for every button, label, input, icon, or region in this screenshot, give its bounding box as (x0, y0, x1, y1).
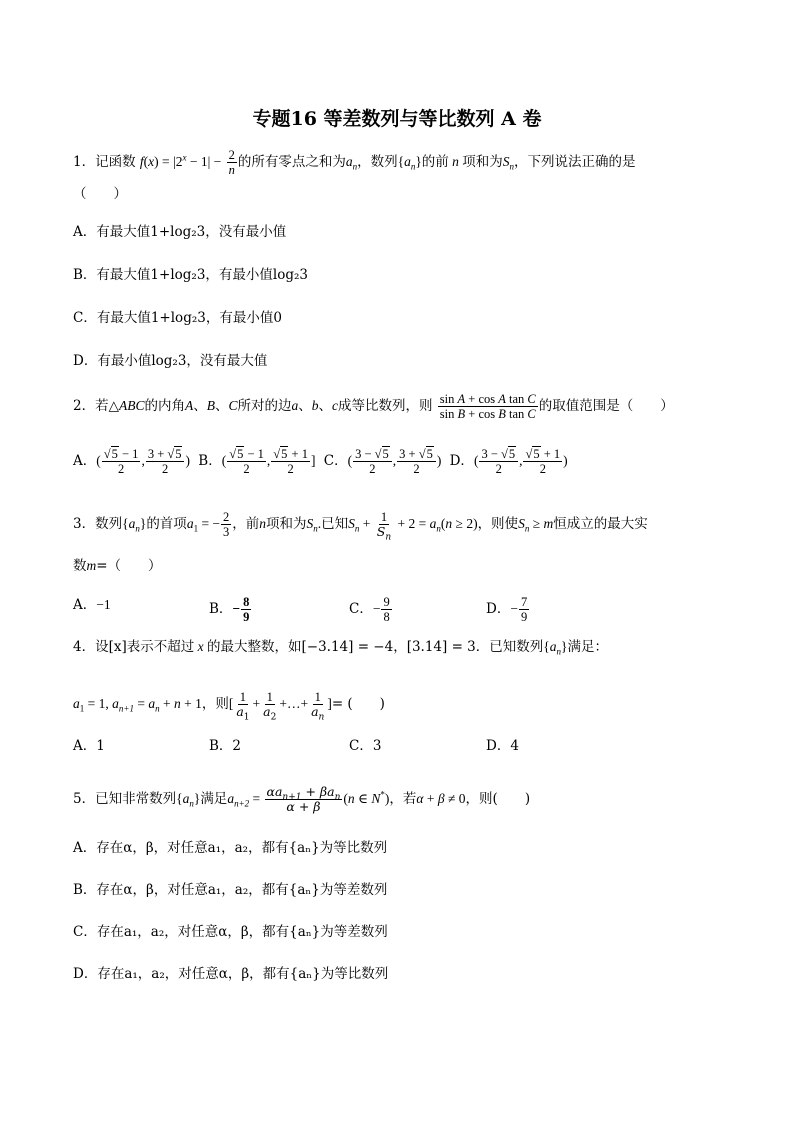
question-3-stem: 3．数列$\{a_n\}$的首项$a_1$ = − $\frac{2}{3}$ ，前n项和为$S_n$.已知$S_n$ + $\frac{1}{S_n}$ + $2 = a_n(n \ge 2)$，则使$S_n \ge m$恒成立的最大实 (73, 510, 648, 543)
document-title: 专题16 等差数列与等比数列 A 卷 (252, 108, 542, 130)
question-2-stem: 2．若△ABC的内角A、B、C所对的边a、b、c成等比数列，则 $\frac{\text{sin A + cos A tan C}}{\text{sin B + cos B tan C}}$ 的取值范围是（ ） (73, 392, 674, 421)
question-4-stem: 4．设[x]表示不超过 x 的最大整数，如[−3.14] = −4，[3.14] = 3．已知数列$\{a_n\}$满足： (73, 639, 608, 657)
question-3-stem-cont: 数m=（ ） (73, 558, 162, 574)
question-4-formula: $a_1 = 1$, $a_{n+1} = a_n + n + 1$，则[ $\frac{1}{a_1}$ + $\frac{1}{a_2}$ +…+ $\frac{1}{a_n}$ ]= ( ) (73, 690, 385, 723)
fraction: $\frac{2}{n}$ (228, 148, 235, 177)
question-5-option-a: A．存在α，β，对任意a₁，a₂，都有{aₙ}为等比数列 (73, 840, 388, 856)
question-5-option-c: C．存在a₁，a₂，对任意α，β，都有{aₙ}为等差数列 (73, 924, 388, 940)
question-1-bracket: （ ） (73, 186, 127, 202)
question-1-option-d: D．有最小值log₂3，没有最大值 (73, 353, 268, 369)
question-1-option-b: B．有最大值1+log₂3，有最小值log₂3 (73, 267, 308, 283)
question-5-option-b: B．存在α，β，对任意a₁，a₂，都有{aₙ}为等差数列 (73, 882, 388, 898)
question-1-stem: 1．记函数 $f(x) = |2^x - 1|$ − $\frac{2}{n}$ 的所有零点之和为$a_n$，数列$\{a_n\}$的前 n 项和为$S_n$，下列说法正确的是 (73, 148, 636, 177)
document-page: 专题16 等差数列与等比数列 A 卷 1．记函数 $f(x) = |2^x - 1|$ − $\frac{2}{n}$ 的所有零点之和为$a_n$，数列$\{a_n\}$的前 n 项和为$S_n$，下列说法正确的是 （ ） A．有最大值1+log₂3，没有最小值 B．有最大值1+log₂3，有最小值log₂3 C．有最大值1+log₂3，有最小值0 D．有最小值log₂3，没有最大值 2．若△ABC的内角A、B、C所对的边a、b、c成等比数列，则 $\frac{\text{sin A + cos A tan C}}{\text{sin B + cos B tan C}}$ 的取值范围是（ ） A．( $\frac{√5 - 1}{2}$ , $\frac{3 + √5}{2}$ ) B．( $\frac{√5 - 1}{2}$ , $\frac{√5 + 1}{2}$ ] C．( $\frac{3 - √5}{2}$ , $\frac{3 + √5}{2}$ ) D．( $\frac{3 - √5}{2}$ , $\frac{√5 + 1}{2}$ ) 3．数列$\{a_n\}$的首项$a_1$ = − $\frac{2}{3}$ ，前n项和为$S_n$.已知$S_n$ + $\frac{1}{S_n}$ + $2 = a_n(n \ge 2)$，则使$S_n \ge m$恒成立的最大实 数m=（ ） A．−1 B．− $\frac{8}{9}$ C．− $\frac{9}{8}$ D．− $\frac{7}{9}$ 4．设[x]表示不超过 x 的最大整数，如[−3.14] = −4，[3.14] = 3．已知数列$\{a_n\}$满足： $a_1 = 1$, $a_{n+1} = a_n + n + 1$，则[ $\frac{1}{a_1}$ + $\frac{1}{a_2}$ +…+ $\frac{1}{a_n}$ ]= ( ) A．1 B．2 C．3 D．4 5．已知非常数列$\{a_n\}$满足$a_{n+2}$ = $\frac{\alpha a_{n+1} + \beta a_n}{\alpha + \beta}$ (n ∈ N*)，若α + β ≠ 0，则( ) A．存在α，β，对任意a₁，a₂，都有{aₙ}为等比数列 B．存在α，β，对任意a₁，a₂，都有{aₙ}为等差数列 C．存在a₁，a₂，对任意α，β，都有{aₙ}为等差数列 D．存在a₁，a₂，对任意α，β，都有{aₙ}为等比数列 (0, 0, 794, 1123)
question-1-option-c: C．有最大值1+log₂3，有最小值0 (73, 310, 282, 326)
question-1-option-a: A．有最大值1+log₂3，没有最小值 (73, 224, 287, 240)
fraction: $\frac{\text{sin A + cos A tan C}}{\text{sin B + cos B tan C}}$ (439, 392, 536, 421)
question-5-stem: 5．已知非常数列$\{a_n\}$满足$a_{n+2}$ = $\frac{\alpha a_{n+1} + \beta a_n}{\alpha + \beta}$ (n ∈ N*)，若α + β ≠ 0，则( ) (73, 784, 531, 814)
question-2-options: A．( $\frac{√5 - 1}{2}$ , $\frac{3 + √5}{2}$ ) B．( $\frac{√5 - 1}{2}$ , $\frac{√5 + 1}{2}$ ] C．( $\frac{3 - √5}{2}$ , $\frac{3 + √5}{2}$ ) D．( $\frac{3 - √5}{2}$ , $\frac{√5 + 1}{2}$ ) (73, 447, 568, 476)
question-5-option-d: D．存在a₁，a₂，对任意α，β，都有{aₙ}为等比数列 (73, 966, 389, 982)
